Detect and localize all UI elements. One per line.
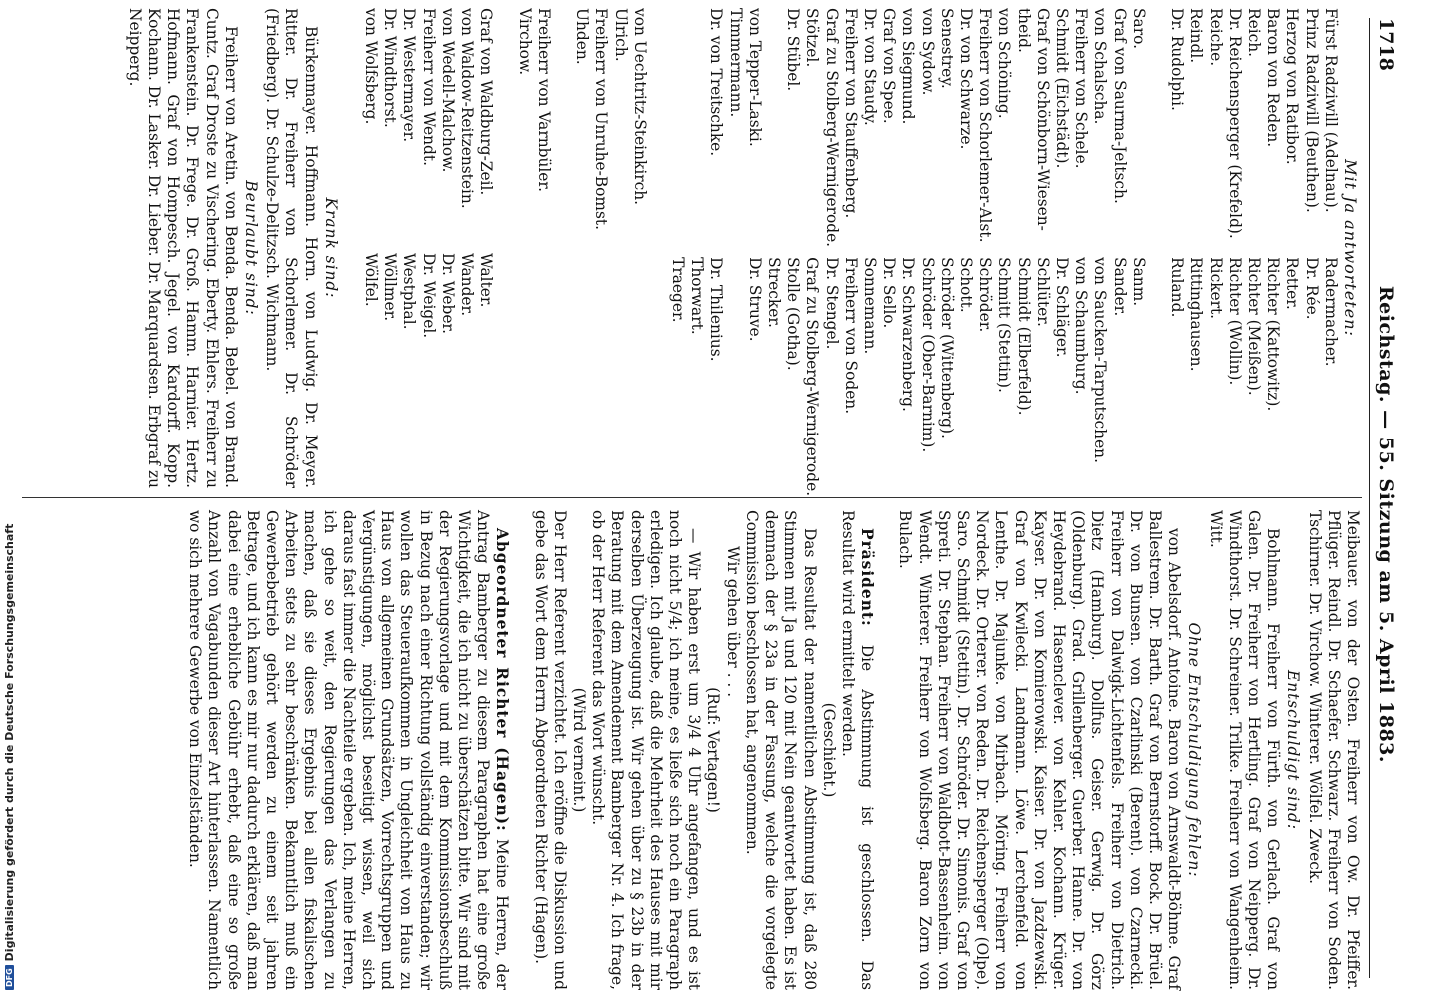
left-column bbox=[125, 8, 1362, 497]
yes-list-col-d bbox=[361, 243, 495, 488]
page-title: Reichstag. — 55. Sitzung am 5. April 1883. bbox=[1375, 285, 1397, 764]
name-entry: Dr. von Treitschke. bbox=[707, 8, 726, 157]
name-entry: Virchow. bbox=[515, 8, 534, 76]
yes-list-single bbox=[514, 8, 648, 488]
name-entry: Saro. bbox=[1129, 8, 1148, 49]
name-entry: Dr. Schläger. bbox=[1052, 257, 1071, 358]
name-entry: Freiherr von Wendt. bbox=[419, 8, 438, 166]
name-entry: Freiherr von Varnbüler. bbox=[534, 8, 553, 192]
name-entry: Graf von Waldburg-Zeil. bbox=[477, 8, 496, 196]
name-entry: Timmermann. bbox=[726, 8, 745, 118]
yes-list-1 bbox=[668, 8, 1340, 497]
name-entry: Sanm. bbox=[1129, 257, 1148, 307]
name-entry: Westphal. bbox=[400, 253, 419, 330]
name-entry: Stötzel. bbox=[803, 8, 822, 68]
yes-list-col-c bbox=[361, 8, 495, 243]
name-entry: Freiherr von Schorlemer-Alst. bbox=[976, 8, 995, 243]
name-entry: von Uechtritz-Steinkirch. bbox=[630, 8, 649, 206]
richter-text: Meine Herren, der Antrag Bamberger zu diesem Paragraphen hat eine große Wichtigkeit, die ich nicht zu überschätzen bitte. Wir sind mit der Regierungsvorlage und mit dem Kommissionsbeschluß in Bezug nach einer Richtung vollständig einverstanden; wir wollen das Steueraufkommen in Ungleichheit von Haus zu Haus von allgemeinen Grundsätzen, Vorrechtsgruppen und Vergünstigungen, möglichst beseitigt wissen, weil sich daraus fast immer die Nachteile ergeben. Ich, meine Herren, ich gehe so weit, den Regierungen das Verlangen zu machen, daß sie dieses Ergebnis bei allen fiskalischen Arbeiten stets zu sehr beschränken. Bekanntlich muß ein Gewerbebetrieb gehört werden zu einem seit jahren Betrage, und ich kann es mir nur dadurch erklären, daß man dabei eine erhebliche Gebühr erhebt, daß eine so große Anzahl von Vagabunden dieser Art hinterlassen. Namentlich wo sich mehrere Gewerbe von Einzelständen. bbox=[186, 510, 512, 990]
name-entry: von Wedell-Malchow. bbox=[438, 8, 457, 173]
document-page bbox=[10, 0, 1410, 1000]
name-entry: Dr. von Schwarze. bbox=[956, 8, 975, 150]
name-entry: Dr. Reichensperger (Krefeld). bbox=[1225, 8, 1244, 239]
name-entry: Senestrey. bbox=[937, 8, 956, 89]
entschuldigt-heading: Entschuldigt sind: bbox=[1284, 669, 1303, 831]
name-entry: Wander. bbox=[458, 253, 477, 317]
name-entry: Radermacher. bbox=[1321, 257, 1340, 367]
name-entry bbox=[1148, 8, 1167, 247]
name-entry: Strecker. bbox=[764, 257, 783, 328]
name-entry: Retter. bbox=[1283, 257, 1302, 310]
name-entry: Dr. Struve. bbox=[745, 257, 764, 342]
name-entry: Stolle (Gotha). bbox=[784, 257, 803, 371]
name-entry: Dr. Stengel. bbox=[822, 257, 841, 350]
name-entry: Graf von Spee. bbox=[880, 8, 899, 124]
wir-gehen-text: Wir gehen über . . . bbox=[723, 546, 742, 698]
name-entry: Ulrich. bbox=[611, 8, 630, 62]
praesident-text: Die Abstimmung ist geschlossen. Das Resultat wird ermittelt werden. bbox=[838, 510, 877, 990]
name-entry: Dr. Weigel. bbox=[419, 253, 438, 339]
ruf-note: (Ruf: Vertagen!) bbox=[704, 687, 723, 813]
header-rule bbox=[1369, 18, 1370, 978]
name-entry: Schröder (Wittenberg). bbox=[937, 257, 956, 439]
name-entry: von Sydow. bbox=[918, 8, 937, 96]
name-entry: Graf von Schönborn-Wiesen- bbox=[1033, 8, 1052, 231]
beurlaubt-list: Freiherr von Aretin. von Benda. Benda. Bebel. von Brand. Cuntz. Graf Droste zu Vischering. Eberty. Ehlers. Freiherr zu Frankenstein. Dr. Frege. Dr. Groß. Hamm. Harnier. Hertz. Hofmann. Graf von Hompesch. Jegel. von Kardorff. Kopp. Kochann. Dr. Lasker. Dr. Lieber. Dr. Marquardsen. Erbgraf zu Neipperg. bbox=[125, 8, 240, 488]
name-entry: Wöllmer. bbox=[381, 253, 400, 322]
name-entry: Dr. Windthorst. bbox=[381, 8, 400, 128]
name-entry: von Waldow-Reitzenstein. bbox=[458, 8, 477, 209]
name-entry: Prinz Radziwill (Beuthen). bbox=[1302, 8, 1321, 213]
name-entry: Sander. bbox=[1110, 257, 1129, 317]
name-entry: Schott. bbox=[956, 257, 975, 313]
name-entry bbox=[725, 257, 744, 496]
name-entry: Reiche. bbox=[1206, 8, 1225, 67]
name-entry: von Saucken-Tarputschen. bbox=[1091, 257, 1110, 463]
name-entry: Dr. Rudolphi. bbox=[1168, 8, 1187, 111]
name-entry: Dr. Stübel. bbox=[784, 8, 803, 92]
ohne-list: von Abelsdorf. Antoine. Baron von Arnswaldt-Böhme. Graf Ballestrem. Dr. Barth. Graf von Bernstorff. Bock. Dr. Brüel. Dr. von Bunsen. von Czarlinski (Berent). von Czarnecki. Freiherr von Dalwigk-Lichtenfels. Freiherr von Dietrich. Dietz (Hamburg). Dollfus. Geiser. Gerwig. Dr. Görz (Oldenburg). Grad. Grillenberger. Guerber. Hanne. Dr. von Heydebrand. Hasenclever. von Kehler. Kochann. Krüger. Kayser. Dr. von Komierowski. Kaiser. Dr. von Jazdzewski. Graf von Kwilecki. Landmann. Löwe. Lerchenfeld. von Lenthe. Dr. Majunke. von Mirbach. Möring. Freiherr von Nordeck. Dr. Orterer. von Reden. Dr. Reichensperger (Olpe). Saro. Schmidt (Stettin). Dr. Schröder. Dr. Simonis. Graf von Spreti. Dr. Stephan. Freiherr von Waldbott-Bassenheim. von Wendt. Winterer. Freiherr von Wolfsberg. Baron Zorn von Bulach. bbox=[896, 510, 1184, 990]
name-entry: Richter (Kattowitz). bbox=[1264, 257, 1283, 412]
name-entry: Schmidt (Elberfeld). bbox=[1014, 257, 1033, 416]
page-number: 1718 bbox=[1375, 18, 1397, 71]
name-entry bbox=[553, 8, 572, 488]
entschuldigt-list: Bohlmann. Freiherr von Fürth. von Gerlach. Graf von Galen. Dr. Freiherr von Hertling. Graf von Neipperg. Dr. Windthorst. Dr. Schreiner. Trilke. Freiherr von Wangenheim. Witt. bbox=[1206, 510, 1283, 990]
continued-list: Meibauer. von der Osten. Freiherr von Ow. Dr. Pfeiffer. Pflüger. Reindl. Dr. Schaefer. Schwarz. Freiherr von Soden. Tschirner. Dr. Virchow. Winterer. Wölfel. Zweck. bbox=[1305, 510, 1362, 990]
name-entry: Schröder (Ober-Barnim). bbox=[918, 257, 937, 453]
name-entry: Baron von Reden. bbox=[1264, 8, 1283, 148]
ohne-heading: Ohne Entschuldigung fehlen: bbox=[1185, 622, 1204, 878]
referent-paragraph: Der Herr Referent verzichtet. Ich eröffne die Diskussion und gebe das Wort dem Herrn Abgeordneten Richter (Hagen). bbox=[531, 510, 569, 990]
name-entry: Freiherr von Unruhe-Bomst. bbox=[592, 8, 611, 230]
dfg-logo: DFG bbox=[5, 965, 14, 990]
name-entry: Freiherr von Schele. bbox=[1072, 8, 1091, 169]
verneint-note: (Wird verneint.) bbox=[570, 687, 589, 813]
speaker-richter: Abgeordneter Richter (Hagen): bbox=[493, 528, 512, 832]
page-header bbox=[1372, 18, 1400, 978]
name-entry: Dr. Rée. bbox=[1302, 257, 1321, 320]
name-entry: von Schöning. bbox=[995, 8, 1014, 119]
beurlaubt-heading: Beurlaubt sind: bbox=[242, 180, 261, 316]
name-entry: Richter (Meißen). bbox=[1244, 257, 1263, 396]
name-entry: Dr. Westermayer. bbox=[400, 8, 419, 143]
name-entry bbox=[1148, 257, 1167, 496]
result-paragraph: Das Resultat der namentlichen Abstimmung ist, daß 280 Stimmen mit Ja und 120 mit Nein geantwortet haben. Es ist demnach der § 23a in der Fassung, welche die vorgelegte Commission beschlossen hat, angenommen. bbox=[742, 510, 819, 990]
name-entry: Richter (Wollin). bbox=[1225, 257, 1244, 386]
name-entry: Schlüter. bbox=[1033, 257, 1052, 327]
name-entry: Dr. Sello. bbox=[880, 257, 899, 329]
name-entry: von Wolfsberg. bbox=[362, 8, 381, 125]
name-entry: Reindl. bbox=[1187, 8, 1206, 64]
name-entry: Wölfel. bbox=[362, 253, 381, 307]
praesident-paragraph bbox=[838, 510, 876, 990]
name-entry bbox=[764, 8, 783, 247]
name-entry: von Schaumburg. bbox=[1072, 257, 1091, 395]
name-entry: Thorwart. bbox=[688, 257, 707, 335]
name-entry: Herzog von Ratibor. bbox=[1283, 8, 1302, 165]
name-entry: Rittinghausen. bbox=[1187, 257, 1206, 372]
name-entry: Ruland. bbox=[1168, 257, 1187, 318]
name-entry: Schmidt (Eichstädt). bbox=[1052, 8, 1071, 169]
name-entry: Sonnemann. bbox=[860, 257, 879, 355]
yes-list-col-b bbox=[668, 247, 1340, 496]
name-entry: Graf von Saurma-Jeltsch. bbox=[1110, 8, 1129, 204]
name-entry: Uhden. bbox=[573, 8, 592, 65]
name-entry: Rickert. bbox=[1206, 257, 1225, 320]
name-entry: Reich. bbox=[1244, 8, 1263, 58]
main-paragraph: — Wir haben erst um 3/4 4 Uhr angefangen, und es ist noch nicht 5/4; ich meine, es ließe sich noch ein Paragraph erledigen. Ich glaube, daß die Mehrheit des Hauses mit mir derselben Überzeugung ist. Wir gehen über zu § 23b in der Beratung mit dem Amendement Bamberger Nr. 4. Ich frage, ob der Herr Referent das Wort wünscht. bbox=[589, 510, 704, 990]
name-entry: Schmitt (Stettin). bbox=[995, 257, 1014, 393]
name-entry: Dr. Schwarzenberg. bbox=[899, 257, 918, 412]
name-entry: Graf zu Stolberg-Wernigerode. bbox=[803, 257, 822, 497]
name-entry: Dr. Thilenius. bbox=[707, 257, 726, 362]
name-entry: Dr. von Staudy. bbox=[860, 8, 879, 126]
krank-list: Bürkenmayer. Hoffmann. Horn. von Ludwig. Dr. Meyer. Ritter. Dr. Freiherr von Schorlemer. Dr. Schröder (Friedberg). Dr. Schulze-Delitzsch. Wichmann. bbox=[263, 8, 320, 488]
name-entry: Traeger. bbox=[668, 257, 687, 323]
yes-list-2 bbox=[361, 8, 495, 488]
yes-list-col-a bbox=[668, 8, 1340, 247]
yes-heading: Mit Ja antworteten: bbox=[1341, 159, 1360, 337]
name-entry: von Siegmund. bbox=[899, 8, 918, 125]
name-entry: Fürst Radziwill (Adelnau). bbox=[1321, 8, 1340, 213]
name-entry: Dr. Weber. bbox=[438, 253, 457, 334]
name-entry: von Tepper-Laski. bbox=[745, 8, 764, 147]
name-entry: Schröder. bbox=[976, 257, 995, 333]
name-entry: von Schalscha. bbox=[1091, 8, 1110, 125]
name-entry: Freiherr von Stauffenberg. bbox=[841, 8, 860, 219]
richter-paragraph bbox=[185, 510, 511, 990]
speaker-praesident: Präsident: bbox=[858, 528, 877, 627]
column-divider bbox=[22, 497, 1362, 498]
name-entry: Freiherr von Soden. bbox=[841, 257, 860, 415]
name-entry: theid. bbox=[1014, 8, 1033, 53]
pause-note: (Geschieht.) bbox=[819, 702, 838, 798]
name-entry: Graf zu Stolberg-Wernigerode. bbox=[822, 8, 841, 248]
digitization-credit-text: Digitalisierung gefördert durch die Deutsche Forschungsgemeinschaft bbox=[2, 523, 16, 962]
right-column bbox=[185, 510, 1362, 990]
krank-heading: Krank sind: bbox=[321, 197, 340, 299]
name-entry: Walter. bbox=[477, 253, 496, 308]
